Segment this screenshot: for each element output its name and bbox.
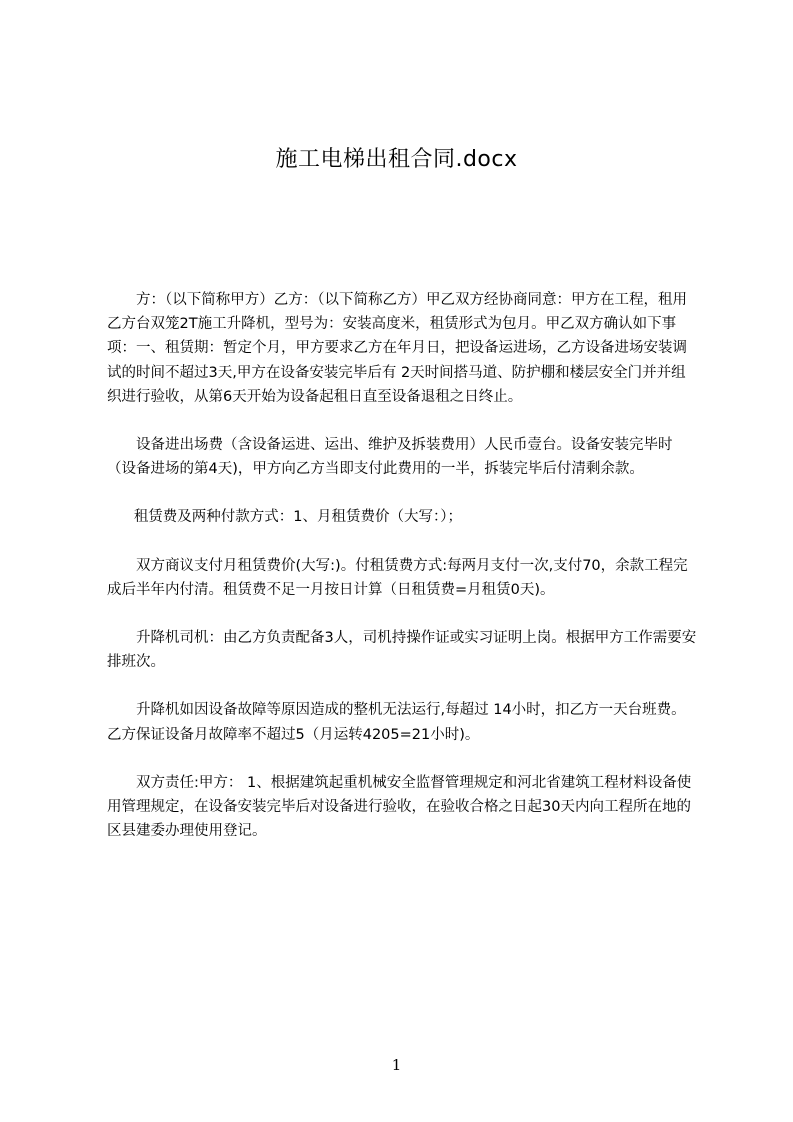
paragraph-terms: 方：（以下简称甲方）乙方：（以下简称乙方）甲乙双方经协商同意：甲方在工程，租用乙方台双笼2T施工升降机，型号为：安装高度米，租赁形式为包月。甲乙双方确认如下事项：一、租赁期：暂定个月，甲方要求乙方在年月日，把设备运进场，乙方设备进场安装调试的时间不超过3天,甲方在设备安装完毕后有 2天时间搭马道、防护棚和楼层安全门并并组织进行验收，从第6天开始为设备起租日直至设备退租之日终止。 bbox=[107, 292, 687, 405]
document-title: 施工电梯出租合同.docx bbox=[275, 147, 518, 172]
paragraph-responsibility: 双方责任:甲方： 1、根据建筑起重机械安全监督管理规定和河北省建筑工程材料设备使用管理规定，在设备安装完毕后对设备进行验收，在验收合格之日起30天内向工程所在地的区县建委办理使用登记。 bbox=[107, 774, 692, 840]
paragraph-payment: 双方商议支付月租赁费价(大写:)。付租赁费方式:每两月支付一次,支付70，余款工程完成后半年内付清。租赁费不足一月按日计算（日租赁费=月租赁0天)。 bbox=[107, 557, 688, 598]
paragraph-entry-fee: 设备进出场费（含设备运进、运出、维护及拆装费用）人民币壹台。设备安装完毕时（设备进场的第4天)，甲方向乙方当即支付此费用的一半，拆装完毕后付清剩余款。 bbox=[107, 437, 673, 478]
paragraph-driver: 升降机司机：由乙方负责配备3人，司机持操作证或实习证明上岗。根据甲方工作需要安排班次。 bbox=[107, 630, 697, 671]
page-number: 1 bbox=[391, 1056, 402, 1074]
paragraph-fault: 升降机如因设备故障等原因造成的整机无法运行,每超过 14小时，扣乙方一天台班费。乙方保证设备月故障率不超过5（月运转4205=21小时)。 bbox=[107, 702, 686, 743]
paragraph-rental-fee: 租赁费及两种付款方式：1、月租赁费价（大写：）； bbox=[133, 509, 463, 526]
document-body bbox=[107, 288, 699, 843]
